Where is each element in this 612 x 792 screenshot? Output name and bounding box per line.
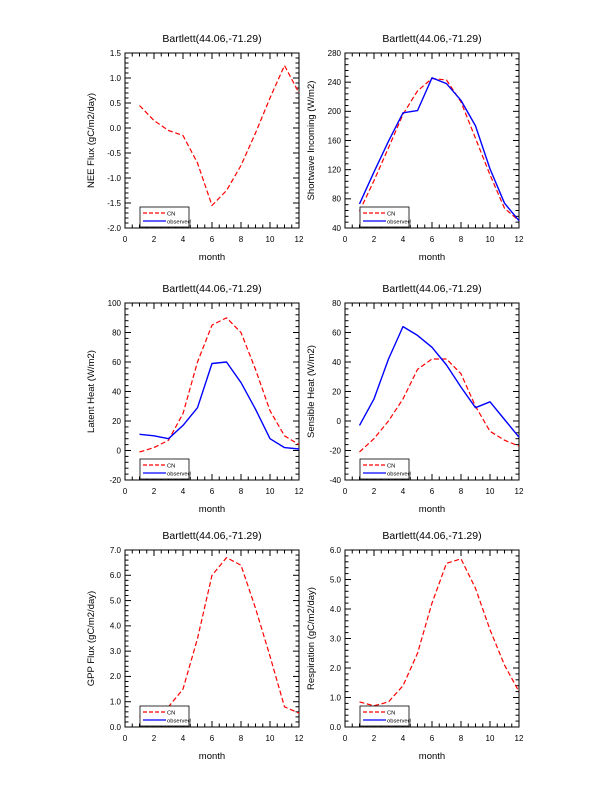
x-tick-label: 6: [429, 734, 435, 743]
x-tick-label: 0: [342, 734, 348, 743]
y-axis-label: Sensible Heat (W/m2): [306, 345, 317, 438]
x-axis-label: month: [418, 252, 446, 263]
x-tick-label: 2: [371, 235, 377, 244]
y-tick-label: 1.0: [329, 693, 341, 703]
x-tick-label: 4: [400, 235, 406, 244]
legend: [140, 706, 191, 726]
legend-label-observed: observed: [387, 471, 411, 478]
legend: [360, 459, 411, 479]
series-line-CN: [140, 318, 300, 452]
legend: [360, 706, 411, 726]
y-tick-label: -0.5: [107, 148, 121, 158]
y-tick-label: 6.0: [109, 571, 121, 581]
x-tick-label: 0: [342, 235, 348, 244]
y-tick-label: 0.5: [109, 98, 121, 108]
y-tick-label: 7.0: [109, 545, 121, 555]
x-tick-label: 0: [122, 235, 128, 244]
x-tick-label: 2: [151, 487, 157, 496]
plot-title: Bartlett(44.06,-71.29): [162, 33, 262, 45]
y-tick-label: 1.5: [109, 48, 121, 58]
plot-frame: [345, 550, 519, 727]
tick-labels: [328, 49, 524, 244]
y-tick-label: 4.0: [109, 621, 121, 631]
y-tick-label: 0: [116, 446, 121, 456]
x-axis-label: month: [198, 252, 226, 263]
x-tick-label: 6: [209, 235, 215, 244]
x-tick-label: 8: [238, 235, 244, 244]
axis-ticks: [125, 303, 299, 480]
y-tick-label: 6.0: [329, 545, 341, 555]
x-tick-label: 8: [458, 235, 464, 244]
series-line-CN: [140, 558, 300, 717]
y-tick-label: 40: [332, 357, 341, 367]
x-tick-label: 12: [294, 734, 304, 743]
x-tick-label: 8: [238, 734, 244, 743]
plot-canvas: [285, 525, 549, 789]
tick-labels: [107, 49, 304, 244]
x-tick-label: 8: [458, 734, 464, 743]
x-tick-label: 10: [265, 487, 275, 496]
series-line-observed: [360, 78, 520, 221]
plot-frame: [345, 303, 519, 480]
y-tick-label: 3.0: [329, 634, 341, 644]
x-tick-label: 4: [400, 734, 406, 743]
series-line-observed: [360, 327, 520, 438]
y-axis-label: NEE Flux (gC/m2/day): [86, 92, 97, 189]
y-tick-label: 100: [107, 298, 121, 308]
series-line-CN: [140, 66, 300, 206]
y-tick-label: 160: [327, 136, 341, 146]
legend-label-observed: observed: [387, 219, 411, 226]
x-tick-label: 0: [342, 487, 348, 496]
y-tick-label: 3.0: [109, 646, 121, 656]
y-tick-label: -20: [109, 475, 121, 485]
legend-label-CN: CN: [167, 463, 176, 470]
axis-ticks: [345, 550, 519, 727]
y-tick-label: 80: [332, 298, 341, 308]
x-tick-label: 12: [514, 235, 524, 244]
x-tick-label: 10: [485, 235, 495, 244]
x-tick-label: 4: [180, 487, 186, 496]
y-tick-label: -1.5: [107, 198, 121, 208]
x-tick-label: 10: [485, 487, 495, 496]
x-tick-label: 6: [429, 235, 435, 244]
x-tick-label: 10: [485, 734, 495, 743]
y-tick-label: 1.0: [109, 697, 121, 707]
x-axis-label: month: [418, 751, 446, 762]
y-axis-label: Shortwave Incoming (W/m2): [306, 80, 317, 201]
y-tick-label: 120: [327, 165, 341, 175]
y-axis-label: GPP Flux (gC/m2/day): [86, 590, 97, 687]
x-tick-label: 12: [294, 235, 304, 244]
legend-label-observed: observed: [167, 471, 191, 478]
legend-label-CN: CN: [387, 710, 396, 717]
y-tick-label: 0.0: [109, 123, 121, 133]
plot-frame: [125, 303, 299, 480]
y-tick-label: 1.0: [109, 73, 121, 83]
x-tick-label: 8: [458, 487, 464, 496]
legend-label-CN: CN: [167, 710, 176, 717]
x-tick-label: 6: [209, 487, 215, 496]
y-tick-label: -2.0: [107, 223, 121, 233]
y-tick-label: 4.0: [329, 604, 341, 614]
x-tick-label: 0: [122, 487, 128, 496]
y-tick-label: 60: [332, 328, 341, 338]
x-tick-label: 12: [294, 487, 304, 496]
y-axis-label: Respiration (gC/m2/day): [306, 587, 317, 690]
y-tick-label: 5.0: [109, 596, 121, 606]
legend: [140, 459, 191, 479]
y-tick-label: -40: [329, 475, 341, 485]
tick-labels: [330, 546, 524, 743]
x-tick-label: 12: [514, 487, 524, 496]
plot-title: Bartlett(44.06,-71.29): [162, 530, 262, 542]
legend-label-CN: CN: [387, 211, 396, 218]
legend-label-CN: CN: [167, 211, 176, 218]
y-tick-label: 2.0: [329, 663, 341, 673]
x-axis-label: month: [198, 751, 226, 762]
y-tick-label: 2.0: [109, 672, 121, 682]
legend: [140, 207, 191, 227]
y-tick-label: 80: [332, 194, 341, 204]
axis-ticks: [125, 53, 299, 228]
x-tick-label: 0: [122, 734, 128, 743]
plot-title: Bartlett(44.06,-71.29): [162, 283, 262, 295]
y-tick-label: 200: [327, 107, 341, 117]
tick-labels: [108, 299, 304, 496]
y-tick-label: 80: [112, 328, 121, 338]
legend: [360, 207, 411, 227]
y-tick-label: -20: [329, 446, 341, 456]
y-tick-label: 240: [327, 77, 341, 87]
plot-title: Bartlett(44.06,-71.29): [382, 33, 482, 45]
x-axis-label: month: [418, 504, 446, 515]
x-tick-label: 4: [180, 235, 186, 244]
series-line-observed: [140, 362, 300, 449]
panel-sensible-heat: [285, 278, 549, 542]
series-line-CN: [360, 559, 520, 706]
axis-ticks: [345, 303, 519, 480]
y-tick-label: 5.0: [329, 575, 341, 585]
x-tick-label: 2: [151, 734, 157, 743]
plot-frame: [125, 53, 299, 228]
y-tick-label: 280: [327, 48, 341, 58]
x-axis-label: month: [198, 504, 226, 515]
y-tick-label: 20: [332, 387, 341, 397]
y-tick-label: 0: [336, 416, 341, 426]
x-tick-label: 4: [180, 734, 186, 743]
plot-canvas: [285, 278, 549, 542]
x-tick-label: 2: [151, 235, 157, 244]
y-tick-label: 60: [112, 357, 121, 367]
x-tick-label: 10: [265, 235, 275, 244]
legend-label-CN: CN: [387, 463, 396, 470]
legend-label-observed: observed: [167, 219, 191, 226]
x-tick-label: 2: [371, 734, 377, 743]
legend-label-observed: observed: [387, 718, 411, 725]
y-tick-label: 40: [332, 223, 341, 233]
plot-title: Bartlett(44.06,-71.29): [382, 530, 482, 542]
y-tick-label: 0.0: [329, 722, 341, 732]
y-axis-label: Latent Heat (W/m2): [86, 350, 97, 433]
y-tick-label: 40: [112, 387, 121, 397]
plot-canvas: [285, 28, 549, 290]
y-tick-label: -1.0: [107, 173, 121, 183]
y-tick-label: 0.0: [109, 722, 121, 732]
x-tick-label: 8: [238, 487, 244, 496]
x-tick-label: 6: [209, 734, 215, 743]
tick-labels: [329, 299, 524, 496]
plot-title: Bartlett(44.06,-71.29): [382, 283, 482, 295]
x-tick-label: 6: [429, 487, 435, 496]
x-tick-label: 4: [400, 487, 406, 496]
panel-respiration: [285, 525, 549, 789]
x-tick-label: 2: [371, 487, 377, 496]
y-tick-label: 20: [112, 416, 121, 426]
legend-label-observed: observed: [167, 718, 191, 725]
series-line-CN: [360, 79, 520, 221]
x-tick-label: 12: [514, 734, 524, 743]
panel-shortwave-incoming: [285, 28, 549, 290]
x-tick-label: 10: [265, 734, 275, 743]
tick-labels: [110, 546, 304, 743]
